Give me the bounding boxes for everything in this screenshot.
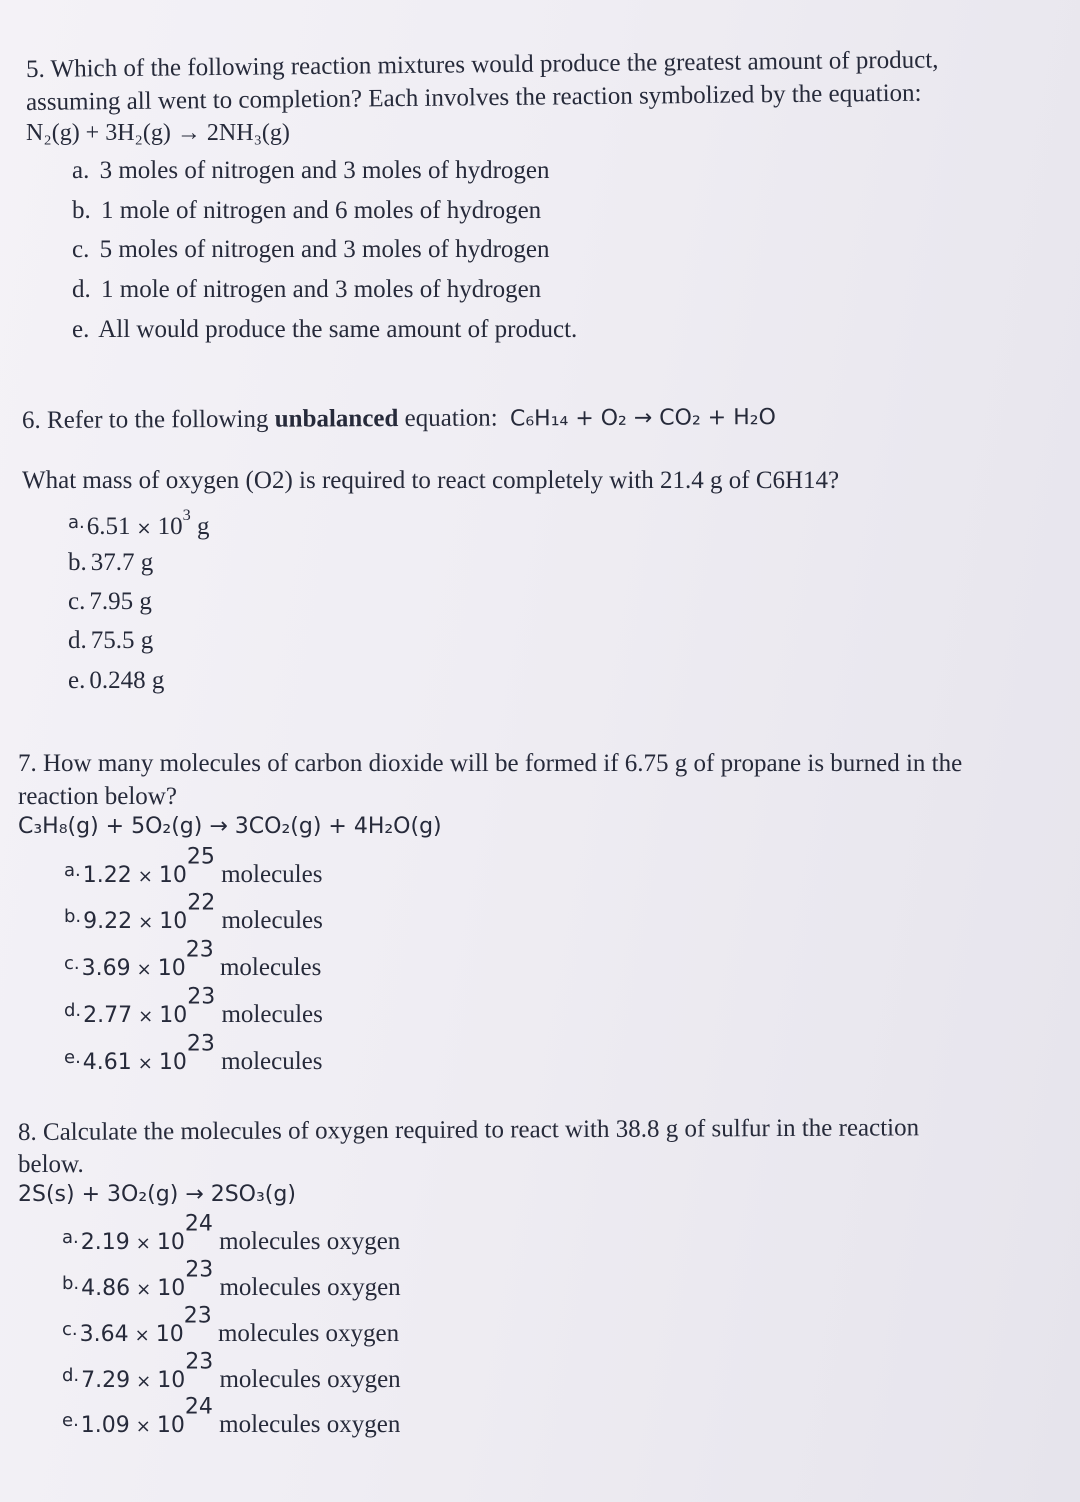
times-symbol: × [138, 912, 154, 933]
option-mantissa: 2.19 [80, 1230, 130, 1255]
q6-option-d [68, 626, 153, 656]
q5-equation: N₂(g) + 3H₂(g) → 2NH₃(g) [26, 120, 290, 146]
option-unit: molecules [219, 954, 322, 981]
option-base: 10 [156, 1230, 185, 1255]
q8-option-d [62, 1349, 401, 1397]
option-exponent: 24 [184, 1394, 213, 1420]
option-base: 10 [156, 1413, 185, 1438]
option-exponent: 23 [186, 1031, 215, 1057]
times-symbol: × [137, 1053, 153, 1074]
option-letter: a. [64, 860, 81, 881]
option-unit: molecules oxygen [219, 1274, 401, 1301]
q8-option-e [62, 1394, 401, 1442]
times-symbol: × [138, 1006, 154, 1027]
option-text: 75.5 g [90, 627, 154, 654]
option-unit: molecules oxygen [219, 1366, 401, 1393]
option-exponent: 25 [186, 844, 215, 870]
option-letter: a. [72, 157, 90, 184]
times-symbol: × [137, 866, 153, 887]
option-letter: b. [62, 1273, 80, 1294]
q6-option-a [68, 508, 209, 544]
q5-option-e [72, 315, 577, 345]
option-exponent: 3 [182, 506, 191, 525]
option-letter: b. [72, 197, 91, 224]
q7-option-a [64, 844, 323, 892]
option-letter: b. [64, 906, 82, 927]
times-symbol: × [135, 1233, 151, 1254]
q6-option-e [68, 666, 164, 696]
times-symbol: × [135, 1416, 151, 1437]
q8-equation: 2S(s) + 3O₂(g) → 2SO₃(g) [18, 1182, 296, 1207]
q5-option-a [72, 156, 550, 186]
option-text: 3 moles of nitrogen and 3 moles of hydrogen [99, 157, 550, 184]
option-mantissa: 1.22 [82, 863, 132, 888]
option-base: 10 [158, 1050, 187, 1075]
q8-option-a [62, 1211, 401, 1259]
q8-option-c [62, 1303, 400, 1351]
q6-option-b [68, 548, 153, 578]
q6-equation: C₆H₁₄ + O₂ → CO₂ + H₂O [509, 405, 776, 432]
option-mantissa: 7.29 [81, 1368, 131, 1393]
option-letter: b. [68, 549, 87, 576]
option-letter: d. [62, 1365, 80, 1386]
q7-option-d [64, 984, 323, 1032]
q7-option-c [64, 937, 322, 985]
option-exponent: 24 [184, 1211, 213, 1237]
q7-equation: C₃H₈(g) + 5O₂(g) → 3CO₂(g) + 4H₂O(g) [18, 814, 442, 839]
option-letter: e. [68, 667, 86, 694]
q8-option-b [62, 1257, 401, 1305]
option-letter: a. [62, 1227, 79, 1248]
option-unit: g [196, 513, 210, 540]
option-mantissa: 4.61 [82, 1050, 132, 1075]
q5-line1: 5. Which of the following reaction mixtures would produce the greatest amount of product, [25, 46, 939, 83]
option-base: 10 [159, 1003, 188, 1028]
option-base: 10 [159, 909, 188, 934]
option-text: 0.248 g [89, 667, 165, 694]
option-unit: molecules oxygen [219, 1228, 401, 1255]
option-mantissa: 4.86 [81, 1276, 131, 1301]
option-base: 10 [157, 956, 186, 981]
option-unit: molecules oxygen [219, 1411, 401, 1438]
option-mantissa: 6.51 [86, 513, 131, 540]
option-exponent: 23 [185, 1257, 214, 1283]
q6-bold-word: unbalanced [274, 405, 399, 433]
option-letter: a. [68, 512, 85, 533]
option-unit: molecules oxygen [217, 1320, 400, 1347]
option-letter: e. [72, 316, 90, 343]
q5-option-c [72, 235, 550, 265]
option-exponent: 22 [187, 890, 216, 916]
option-letter: d. [64, 1000, 82, 1021]
q7-line2: reaction below? [18, 783, 177, 810]
option-base: 10 [155, 1322, 184, 1347]
option-mantissa: 3.64 [79, 1322, 129, 1347]
option-letter: c. [62, 1319, 78, 1340]
option-base: 10 [157, 513, 183, 540]
option-unit: molecules [221, 1001, 323, 1028]
times-symbol: × [134, 1325, 150, 1346]
option-exponent: 23 [185, 937, 214, 963]
times-symbol: × [136, 1279, 152, 1300]
q7-line1: 7. How many molecules of carbon dioxide will be formed if 6.75 g of propane is burned in the [18, 750, 963, 777]
option-base: 10 [157, 1368, 186, 1393]
q7-option-e [64, 1031, 323, 1079]
option-letter: e. [62, 1410, 79, 1431]
option-exponent: 23 [183, 1303, 212, 1329]
option-letter: c. [64, 953, 80, 974]
option-text: 1 mole of nitrogen and 3 moles of hydrogen [101, 276, 542, 303]
q7-option-b [64, 890, 323, 938]
times-symbol: × [136, 518, 152, 539]
q6-suffix: equation: [404, 404, 498, 432]
option-exponent: 23 [187, 984, 216, 1010]
q6-option-c [68, 587, 152, 617]
option-letter: d. [68, 627, 87, 654]
option-base: 10 [158, 863, 187, 888]
option-letter: c. [68, 588, 86, 615]
option-mantissa: 3.69 [81, 956, 131, 981]
option-letter: e. [64, 1047, 81, 1068]
option-mantissa: 2.77 [83, 1003, 133, 1028]
option-letter: d. [72, 276, 91, 303]
q5-option-d [72, 275, 541, 305]
option-unit: molecules [221, 907, 323, 934]
option-text: 5 moles of nitrogen and 3 moles of hydrogen [99, 236, 550, 263]
q8-line1: 8. Calculate the molecules of oxygen required to react with 38.8 g of sulfur in the reaction [17, 1114, 920, 1146]
times-symbol: × [136, 959, 152, 980]
q8-line2: below. [18, 1151, 84, 1178]
option-mantissa: 9.22 [83, 909, 133, 934]
option-letter: c. [72, 236, 90, 263]
q5-line2: assuming all went to completion? Each involves the reaction symbolized by the equation: [25, 79, 922, 116]
option-text: All would produce the same amount of product. [98, 316, 578, 343]
option-text: 7.95 g [89, 588, 152, 615]
q6-question: What mass of oxygen (O2) is required to react completely with 21.4 g of C6H14? [22, 467, 840, 494]
option-unit: molecules [221, 1048, 323, 1075]
option-text: 1 mole of nitrogen and 6 moles of hydrogen [101, 197, 542, 224]
q6-header [22, 402, 776, 437]
option-mantissa: 1.09 [80, 1413, 130, 1438]
option-base: 10 [157, 1276, 186, 1301]
option-text: 37.7 g [90, 549, 154, 576]
option-unit: molecules [221, 861, 323, 888]
q5-option-b [72, 196, 541, 226]
times-symbol: × [136, 1371, 152, 1392]
option-exponent: 23 [185, 1349, 214, 1375]
q6-prefix: 6. Refer to the following [21, 405, 269, 434]
